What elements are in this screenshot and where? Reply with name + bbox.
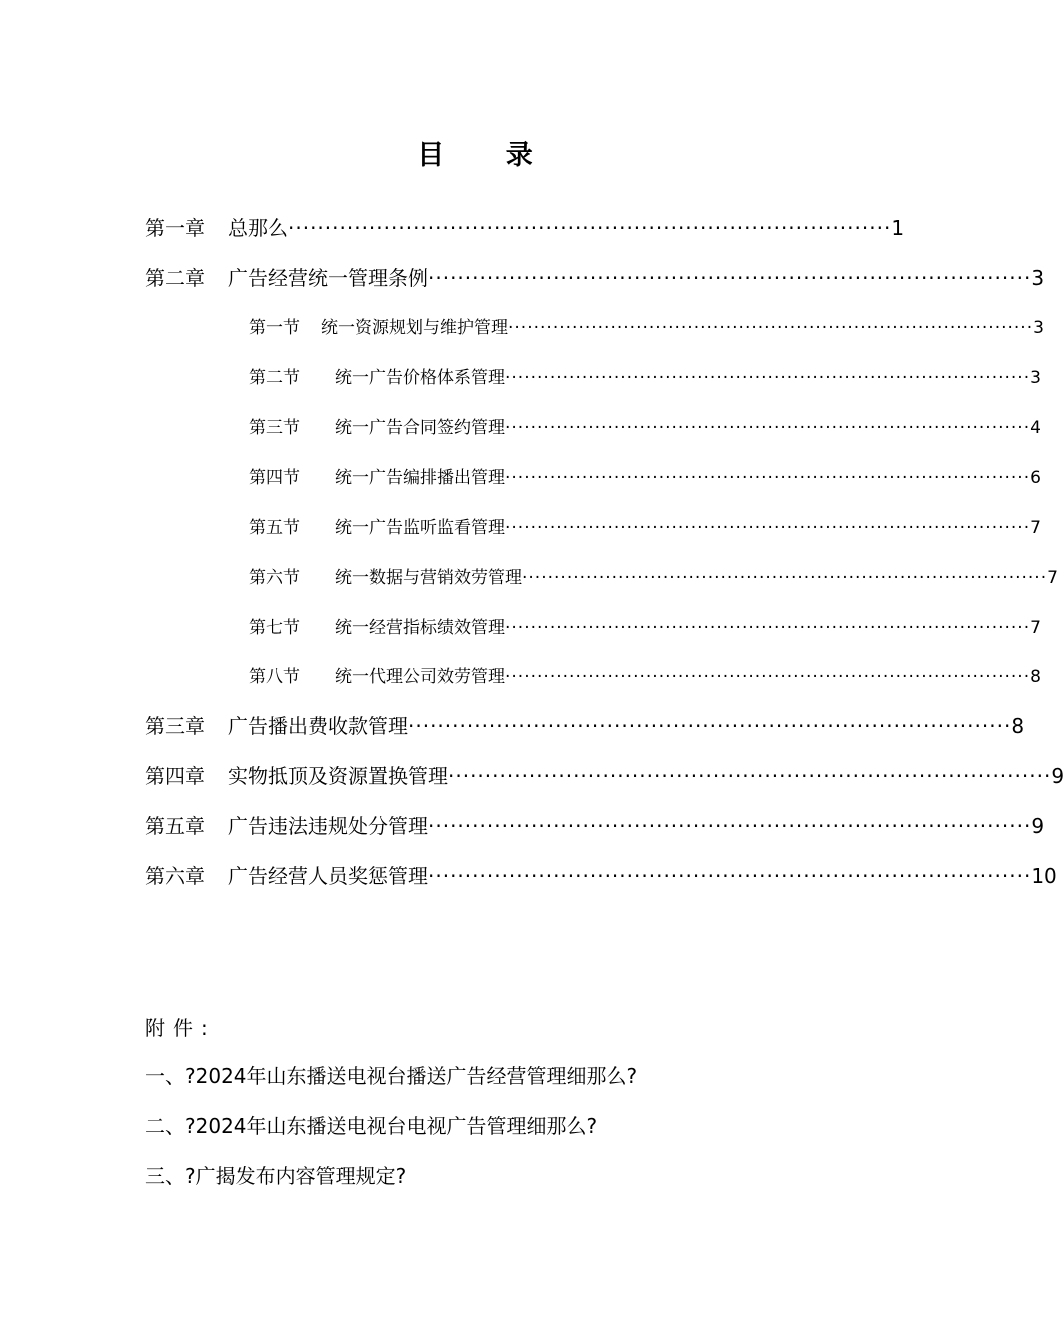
toc-title: 目 录 [417, 140, 559, 171]
toc-entry-title: 总那么 [228, 216, 288, 240]
toc-leader-dots: ·················································································· [505, 618, 1031, 638]
toc-leader-dots: ·················································································· [505, 468, 1031, 488]
toc-entry-number: 第三节 [249, 418, 300, 438]
toc-entry-number: 第二节 [249, 368, 300, 388]
toc-leader-dots: ·················································································· [408, 714, 1012, 738]
toc-entry-title: 统一资源规划与维护管理 [321, 318, 508, 338]
toc-entry-title: 广告经营统一管理条例 [228, 266, 428, 290]
toc-entry-chapter-5[interactable] [145, 810, 1045, 839]
toc-entry-number: 第六节 [249, 568, 300, 588]
toc-entry-title: 广告经营人员奖惩管理 [228, 864, 428, 888]
toc-entry-title: 广告播出费收款管理 [228, 714, 408, 738]
toc-entry-number: 第二章 [145, 266, 205, 290]
attachment-item-1[interactable]: 一、?2024年山东播送电视台播送广告经营管理细那么? [145, 1064, 638, 1088]
toc-entry-section-6[interactable] [249, 563, 1058, 588]
toc-entry-page: 8 [1030, 667, 1041, 687]
toc-entry-chapter-3[interactable] [145, 710, 1025, 739]
toc-leader-dots: ·················································································· [508, 318, 1034, 338]
toc-entry-page: 9 [1051, 764, 1064, 788]
toc-entry-section-2[interactable] [249, 363, 1041, 388]
toc-entry-page: 4 [1030, 418, 1041, 438]
attachment-item-3[interactable]: 三、?广揭发布内容管理规定? [145, 1164, 407, 1188]
toc-entry-page: 3 [1030, 368, 1041, 388]
toc-entry-section-7[interactable] [249, 613, 1041, 638]
toc-entry-page: 8 [1011, 714, 1025, 738]
toc-leader-dots: ·················································································· [505, 518, 1031, 538]
toc-leader-dots: ·················································································· [428, 266, 1032, 290]
toc-leader-dots: ·················································································· [505, 667, 1031, 687]
toc-entry-title: 统一经营指标绩效管理 [335, 618, 505, 638]
toc-entry-number: 第六章 [145, 864, 205, 888]
toc-entry-chapter-1[interactable] [145, 212, 905, 241]
toc-entry-title: 统一广告监听监看管理 [335, 518, 505, 538]
toc-entry-number: 第八节 [249, 667, 300, 687]
toc-entry-page: 3 [1031, 266, 1045, 290]
toc-entry-page: 7 [1030, 618, 1041, 638]
toc-entry-title: 广告违法违规处分管理 [228, 814, 428, 838]
toc-entry-number: 第五节 [249, 518, 300, 538]
toc-entry-page: 7 [1030, 518, 1041, 538]
toc-leader-dots: ·················································································· [428, 814, 1032, 838]
toc-entry-number: 第七节 [249, 618, 300, 638]
toc-entry-number: 第四章 [145, 764, 205, 788]
toc-leader-dots: ·················································································· [288, 216, 892, 240]
toc-entry-title: 统一广告合同签约管理 [335, 418, 505, 438]
toc-entry-number: 第三章 [145, 714, 205, 738]
toc-entry-section-1[interactable] [249, 313, 1044, 338]
toc-leader-dots: ·················································································· [505, 368, 1031, 388]
attachments-heading: 附件: [145, 1016, 216, 1040]
toc-entry-chapter-6[interactable] [145, 860, 1057, 889]
toc-entry-title: 统一数据与营销效劳管理 [335, 568, 522, 588]
toc-entry-page: 9 [1031, 814, 1045, 838]
toc-entry-number: 第四节 [249, 468, 300, 488]
toc-entry-chapter-4[interactable] [145, 760, 1064, 789]
toc-entry-page: 1 [891, 216, 905, 240]
toc-entry-section-4[interactable] [249, 463, 1041, 488]
toc-leader-dots: ·················································································· [448, 764, 1052, 788]
toc-entry-page: 3 [1033, 318, 1044, 338]
toc-entry-page: 6 [1030, 468, 1041, 488]
toc-leader-dots: ·················································································· [505, 418, 1031, 438]
toc-entry-number: 第一章 [145, 216, 205, 240]
toc-entry-number: 第五章 [145, 814, 205, 838]
attachment-item-2[interactable]: 二、?2024年山东播送电视台电视广告管理细那么? [145, 1114, 598, 1138]
toc-entry-title: 统一广告编排播出管理 [335, 468, 505, 488]
toc-leader-dots: ·················································································· [522, 568, 1048, 588]
toc-entry-number: 第一节 [249, 318, 300, 338]
toc-entry-title: 实物抵顶及资源置换管理 [228, 764, 448, 788]
toc-entry-chapter-2[interactable] [145, 262, 1045, 291]
toc-entry-section-5[interactable] [249, 513, 1041, 538]
toc-entry-page: 10 [1031, 864, 1057, 888]
toc-entry-page: 7 [1047, 568, 1058, 588]
toc-entry-title: 统一广告价格体系管理 [335, 368, 505, 388]
toc-entry-section-8[interactable] [249, 662, 1041, 687]
toc-entry-title: 统一代理公司效劳管理 [335, 667, 505, 687]
toc-entry-section-3[interactable] [249, 413, 1041, 438]
toc-leader-dots: ·················································································· [428, 864, 1032, 888]
